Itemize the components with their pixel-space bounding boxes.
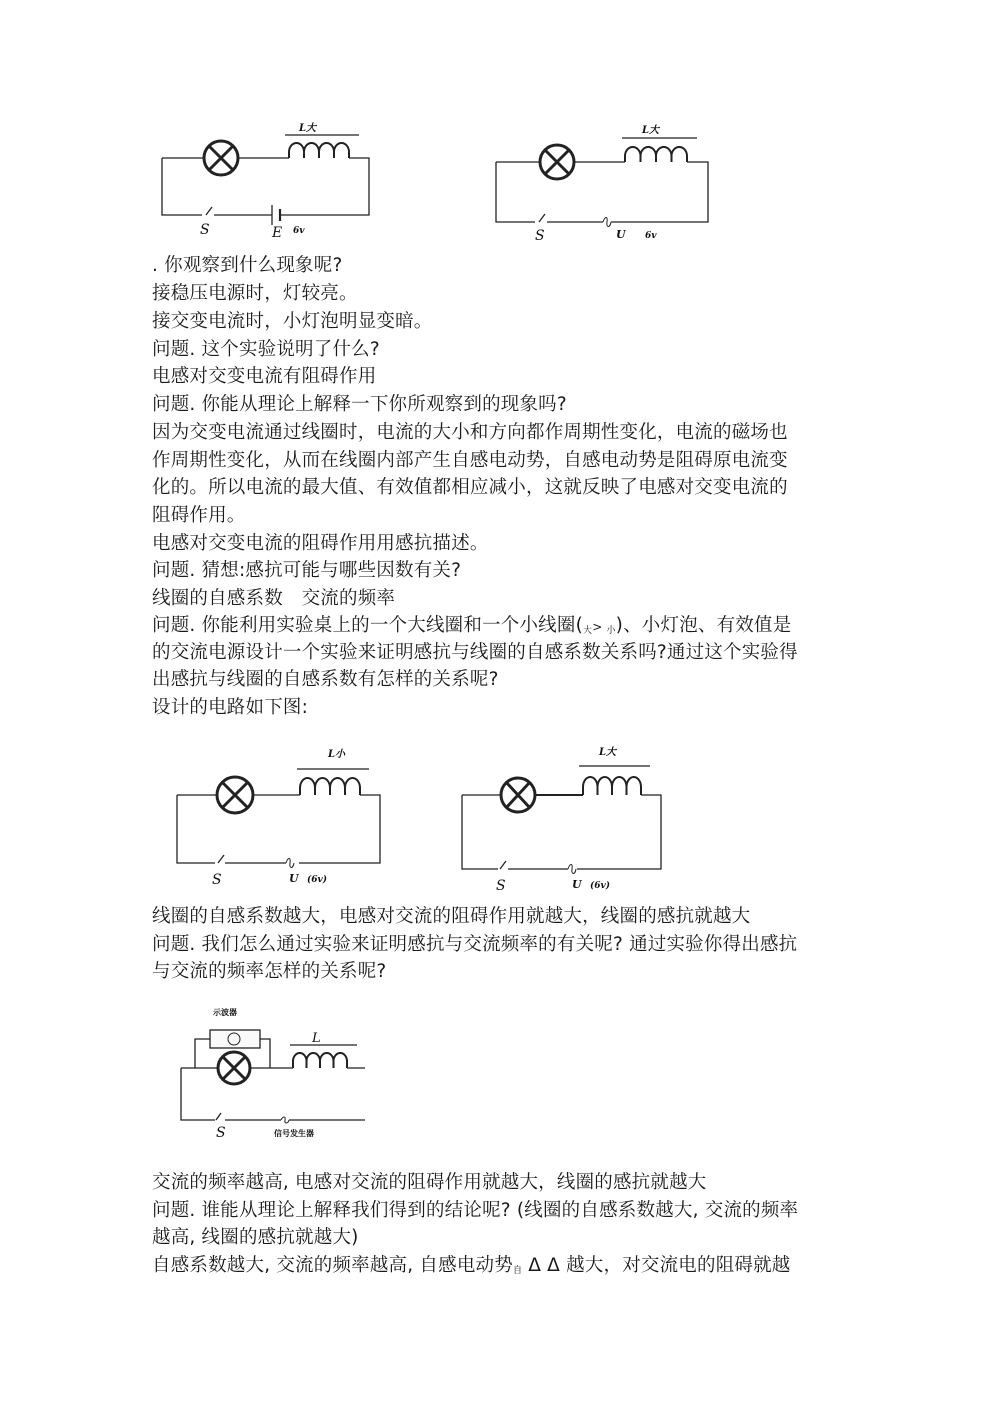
switch-label: S bbox=[216, 1125, 226, 1141]
text-line: 阻碍作用。 bbox=[152, 505, 246, 526]
text-line: 接稳压电源时，灯较亮。 bbox=[152, 283, 358, 304]
text-line: 电感对交变电流的阻碍作用用感抗描述。 bbox=[152, 533, 489, 554]
text-line: 作周期性变化，从而在线圈内部产生自感电动势，自感电动势是阻碍原电流变 bbox=[152, 450, 788, 471]
source-label: U bbox=[616, 228, 626, 241]
switch-label: S bbox=[535, 228, 545, 244]
text-line: 越高, 线圈的感抗就越大) bbox=[152, 1227, 359, 1248]
voltage-label: 6v bbox=[293, 226, 305, 236]
text-segment: 问题. 你能利用实验桌上的一个大线圈和一个小线圈( bbox=[152, 615, 583, 636]
voltage-label: 6v bbox=[645, 231, 657, 241]
subscript-small: 小 bbox=[606, 626, 616, 636]
circuit-diagram-large-inductor bbox=[455, 735, 685, 900]
circuit-diagram-ac bbox=[485, 118, 735, 248]
text-line: 问题. 猜想:感抗可能与哪些因数有关? bbox=[152, 560, 462, 581]
text-line: 接交变电流时，小灯泡明显变暗。 bbox=[152, 311, 433, 332]
source-label: U bbox=[289, 872, 299, 885]
text-line: 问题. 谁能从理论上解释我们得到的结论呢? (线圈的自感系数越大, 交流的频率 bbox=[152, 1200, 799, 1221]
text-segment: )、小灯泡、有效值是 bbox=[615, 615, 792, 636]
text-line: 与交流的频率怎样的关系呢? bbox=[152, 961, 387, 982]
switch-label: S bbox=[212, 872, 222, 888]
source-label: U bbox=[572, 878, 582, 891]
text-line: 线圈的自感系数越大，电感对交流的阻碍作用就越大，线圈的感抗就越大 bbox=[152, 906, 751, 927]
text-line: 问题. 我们怎么通过实验来证明感抗与交流频率的有关呢? 通过实验你得出感抗 bbox=[152, 934, 798, 955]
circuit-diagram-small-inductor bbox=[165, 735, 405, 895]
coil-label: L大 bbox=[642, 125, 660, 136]
text-line: . 你观察到什么现象呢? bbox=[152, 255, 343, 276]
text-line: 交流的频率越高, 电感对交流的阻碍作用就越大，线圈的感抗就越大 bbox=[152, 1172, 707, 1193]
coil-label: L bbox=[312, 1031, 321, 1046]
coil-label: L小 bbox=[328, 749, 346, 760]
text-segment: Δ Δ 越大，对交流电的阻碍就越 bbox=[522, 1255, 791, 1276]
coil-label: L大 bbox=[599, 747, 617, 758]
text-line: 问题. 你能从理论上解释一下你所观察到的现象吗? bbox=[152, 394, 567, 415]
source-label: E bbox=[272, 225, 283, 241]
voltage-label: (6v) bbox=[307, 875, 328, 885]
text-segment: > bbox=[592, 620, 607, 634]
text-line: 因为交变电流通过线圈时，电流的大小和方向都作周期性变化，电流的磁场也 bbox=[152, 422, 788, 443]
text-line: 问题. 这个实验说明了什么? bbox=[152, 339, 380, 360]
text-line bbox=[152, 1254, 791, 1283]
circuit-diagram-frequency bbox=[165, 995, 385, 1150]
text-line: 化的。所以电流的最大值、有效值都相应减小，这就反映了电感对交变电流的 bbox=[152, 477, 788, 498]
subscript-self: 自 bbox=[512, 1266, 523, 1276]
coil-label: L大 bbox=[299, 123, 317, 134]
text-line: 出感抗与线圈的自感系数有怎样的关系呢? bbox=[152, 669, 499, 690]
source-label: 信号发生器 bbox=[274, 1129, 314, 1138]
text-segment: 自感系数越大, 交流的频率越高, 自感电动势 bbox=[152, 1255, 513, 1276]
subscript-large: 大 bbox=[582, 626, 593, 636]
switch-label: S bbox=[496, 878, 506, 894]
text-line: 电感对交变电流有阻碍作用 bbox=[152, 366, 377, 387]
text-line: 的交流电源设计一个实验来证明感抗与线圈的自感系数关系吗?通过这个实验得 bbox=[152, 642, 798, 663]
text-line: 设计的电路如下图: bbox=[152, 697, 309, 718]
circuit-diagram-dc bbox=[150, 115, 390, 245]
oscilloscope-label: 示波器 bbox=[213, 1008, 237, 1017]
switch-label: S bbox=[200, 222, 210, 238]
text-line bbox=[152, 614, 791, 643]
text-line: 线圈的自感系数 交流的频率 bbox=[152, 588, 396, 609]
voltage-label: (6v) bbox=[590, 881, 611, 891]
